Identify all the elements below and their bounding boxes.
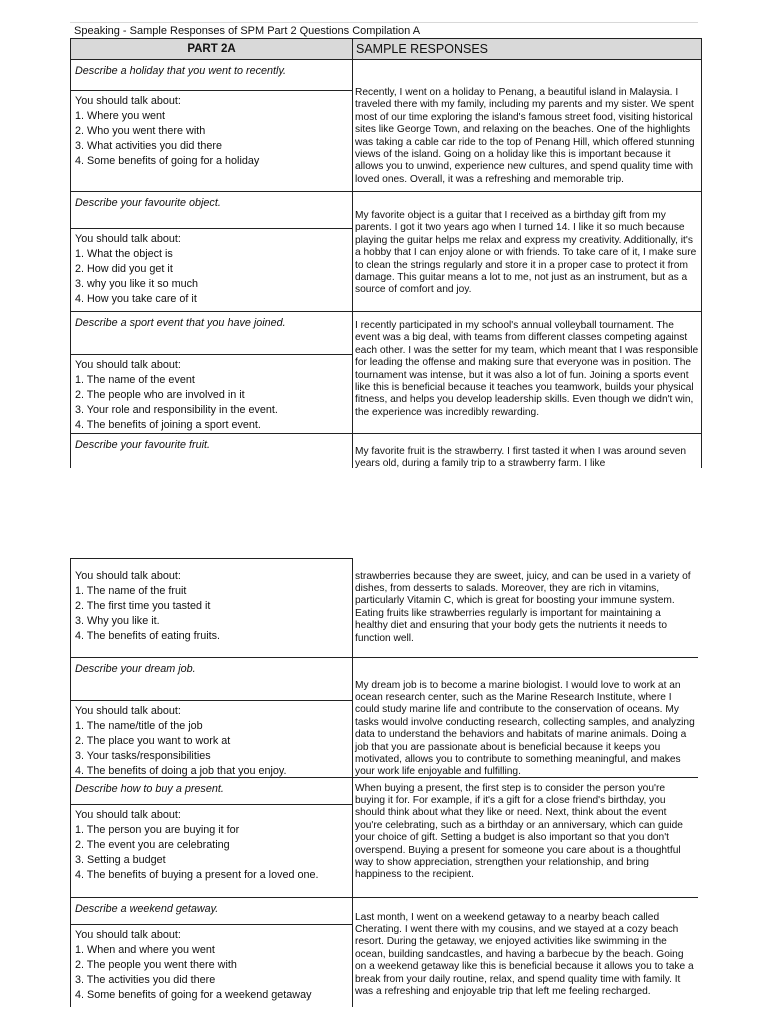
- part-header: PART 2A: [71, 39, 353, 60]
- point: 4. The benefits of eating fruits.: [75, 630, 221, 642]
- question: Describe your favourite object.: [71, 192, 352, 229]
- point: 2. The event you are celebrating: [75, 838, 230, 851]
- sheet-top: [70, 38, 698, 468]
- talk-points: [71, 91, 352, 191]
- point: 1. Where you went: [75, 110, 166, 122]
- talk-intro: You should talk about:: [75, 233, 181, 245]
- response: strawberries because they are sweet, juicy, and can be used in a variety of dishes, from desserts to salads. Moreover, they are rich in vitamins, particularly Vitamin C, which is great for boosting your immune system. Eating fruits like strawberries regularly is important for maintaining a healthy diet and ensuring that your body gets the nutrients it needs to function well.: [355, 570, 691, 644]
- responses-table-top: [70, 38, 702, 468]
- point: 1. The person you are buying it for: [75, 823, 240, 836]
- talk-points: [71, 355, 352, 433]
- point: 2. The first time you tasted it: [75, 600, 211, 612]
- question: Describe a holiday that you went to recently.: [71, 60, 352, 91]
- question: Describe your favourite fruit.: [75, 439, 211, 451]
- point: 3. Setting a budget: [75, 853, 166, 866]
- response: My favorite object is a guitar that I received as a birthday gift from my parents. I got it two years ago when I turned 14. I like it so much because playing the guitar helps me relax and express my creativity. Additionally, it's a hobby that I can enjoy alone or with friends. To take care of it, I make sure to clean the strings regularly and store it in a proper case to protect it from damage. This guitar means a lot to me, not just as an instrument, but as a source of comfort and joy.: [355, 210, 697, 296]
- point: 3. What activities you did there: [75, 140, 223, 152]
- response: I recently participated in my school's annual volleyball tournament. The event was a big deal, with teams from different classes competing against each other. I was the setter for my team, which meant that I was responsible for leading the offense and making sure that everyone was in position. The tournament was intense, but it was also a lot of fun. Joining a sports event like this is beneficial because it teaches you teamwork, builds your physical fitness, and helps you develop leadership skills. Even though we didn't win, the experience was incredibly rewarding.: [355, 320, 699, 418]
- talk-intro: You should talk about:: [75, 570, 181, 582]
- point: 1. The name of the event: [75, 374, 195, 386]
- talk-points: [71, 559, 352, 642]
- talk-points: [71, 701, 352, 777]
- responses-table-bottom: [70, 558, 698, 1007]
- point: 1. The name of the fruit: [75, 585, 187, 597]
- point: 4. How you take care of it: [75, 293, 197, 305]
- response: My favorite fruit is the strawberry. I first tasted it when I was around seven years old, during a family trip to a strawberry farm. I like: [355, 446, 687, 468]
- point: 3. Your tasks/responsibilities: [75, 749, 211, 762]
- point: 2. How did you get it: [75, 263, 173, 275]
- point: 4. The benefits of buying a present for a loved one.: [75, 868, 319, 881]
- question: Describe a weekend getaway.: [71, 898, 352, 925]
- response: Last month, I went on a weekend getaway to a nearby beach called Cherating. I went there with my cousins, and we stayed at a cozy beach resort. During the getaway, we enjoyed activities like swimming in the ocean, building sandcastles, and having a barbecue by the beach. Going on a weekend getaway like this is beneficial because it allows you to take a break from your daily routine, relax, and spend quality time with family. It was a refreshing and enjoyable trip that left me feeling recharged.: [355, 911, 694, 997]
- point: 3. The activities you did there: [75, 973, 216, 986]
- point: 2. The people you went there with: [75, 958, 237, 971]
- talk-points: [71, 229, 352, 311]
- question: Describe how to buy a present.: [71, 778, 352, 805]
- document-title: Speaking - Sample Responses of SPM Part 2 Questions Compilation A: [70, 22, 698, 38]
- point: 2. Who you went there with: [75, 125, 206, 137]
- question: Describe a sport event that you have joined.: [71, 312, 352, 355]
- point: 3. Why you like it.: [75, 615, 160, 627]
- responses-header: SAMPLE RESPONSES: [353, 39, 702, 60]
- talk-intro: You should talk about:: [75, 359, 181, 371]
- point: 3. why you like it so much: [75, 278, 199, 290]
- point: 2. The people who are involved in it: [75, 389, 245, 401]
- point: 4. Some benefits of going for a weekend getaway: [75, 988, 312, 1001]
- talk-intro: You should talk about:: [75, 704, 181, 717]
- talk-points: [71, 925, 352, 1007]
- point: 3. Your role and responsibility in the event.: [75, 404, 278, 416]
- question: Describe your dream job.: [71, 658, 352, 701]
- point: 1. The name/title of the job: [75, 719, 203, 732]
- response: My dream job is to become a marine biologist. I would love to work at an ocean research center, such as the Marine Research Institute, where I could study marine life and contribute to the conservation of oceans. My tasks would involve conducting research, collecting samples, and analyzing data to understand the behaviors and habitats of marine animals. Doing a job that you are passionate about is beneficial because it keeps you motivated, allows you to contribute to something meaningful, and makes your work life enjoyable and fulfilling.: [355, 679, 695, 777]
- point: 1. When and where you went: [75, 943, 215, 956]
- response: When buying a present, the first step is to consider the person you're buying it for. For example, if it's a gift for a close friend's birthday, you should think about what they like or need. Next, think about the event you're celebrating, such as a birthday or an anniversary, which can guide your choice of gift. Setting a budget is also important so that you don't overspend. Buying a present for someone you care about is a thoughtful way to show appreciation, strengthen your relationship, and bring happiness to the recipient.: [355, 782, 683, 881]
- talk-intro: You should talk about:: [75, 95, 181, 107]
- point: 2. The place you want to work at: [75, 734, 231, 747]
- point: 4. The benefits of joining a sport event.: [75, 419, 261, 431]
- talk-points: [71, 805, 352, 885]
- point: 1. What the object is: [75, 248, 173, 260]
- sheet-bottom: [70, 558, 698, 1018]
- response: Recently, I went on a holiday to Penang, a beautiful island in Malaysia. I traveled there with my family, including my parents and my sister. We spent most of our time exploring the island's famous street food, visiting historical sites like George Town, and relaxing on the beaches. One of the highlights was taking a cable car ride to the top of Penang Hill, which offered stunning views of the island. Going on a holiday like this is important because it allows you to unwind, experience new cultures, and spend quality time with loved ones. Overall, it was a refreshing and memorable trip.: [355, 87, 695, 185]
- talk-intro: You should talk about:: [75, 928, 181, 941]
- point: 4. Some benefits of going for a holiday: [75, 155, 260, 167]
- talk-intro: You should talk about:: [75, 808, 181, 821]
- point: 4. The benefits of doing a job that you enjoy.: [75, 764, 287, 777]
